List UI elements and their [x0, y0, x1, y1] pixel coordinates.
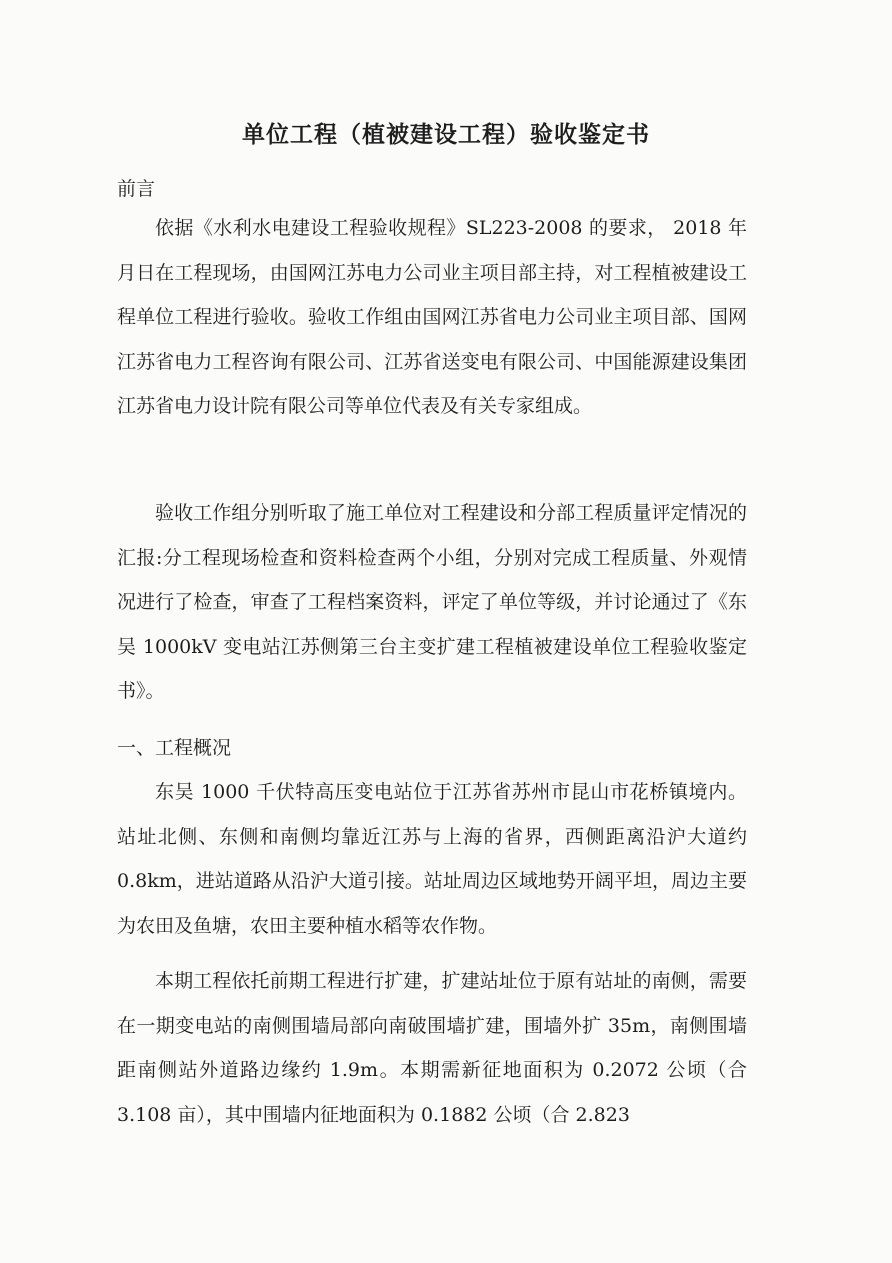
paragraph: 依据《水利水电建设工程验收规程》SL223-2008 的要求， 2018 年 月日在工程现场，由国网江苏电力公司业主项目部主持，对工程植被建设工程单位工程进行验收。验收工作组由国网江苏省电力公司业主项目部、国网江苏省电力工程咨询有限公司、江苏省送变电有限公司、中国能源建设集团江苏省电力设计院有限公司等单位代表及有关专家组成。: [117, 217, 747, 417]
paragraph: 东吴 1000 千伏特高压变电站位于江苏省苏州市昆山市花桥镇境内。站址北侧、东侧和南侧均靠近江苏与上海的省界，西侧距离沿沪大道约 0.8km，进站道路从沿沪大道引接。站址周边区域地势开阔平坦，周边主要为农田及鱼塘，农田主要种植水稻等农作物。: [117, 781, 747, 937]
paragraph: 验收工作组分别听取了施工单位对工程建设和分部工程质量评定情况的汇报:分工程现场检查和资料检查两个小组，分别对完成工程质量、外观情况进行了检查，审查了工程档案资料，评定了单位等级，并讨论通过了《东吴 1000kV 变电站江苏侧第三台主变扩建工程植被建设单位工程验收鉴定书》。: [117, 502, 747, 702]
document-title: 单位工程（植被建设工程）验收鉴定书: [242, 121, 650, 148]
section-heading-overview: 一、工程概况: [117, 737, 232, 759]
paragraph: 本期工程依托前期工程进行扩建，扩建站址位于原有站址的南侧，需要在一期变电站的南侧围墙局部向南破围墙扩建，围墙外扩 35m，南侧围墙距南侧站外道路边缘约 1.9m。本期需新征地面积为 0.2072 公顷（合 3.108 亩），其中围墙内征地面积为 0.1882 公顷（合 2.823: [117, 970, 747, 1126]
section-heading-preface: 前言: [117, 178, 156, 200]
